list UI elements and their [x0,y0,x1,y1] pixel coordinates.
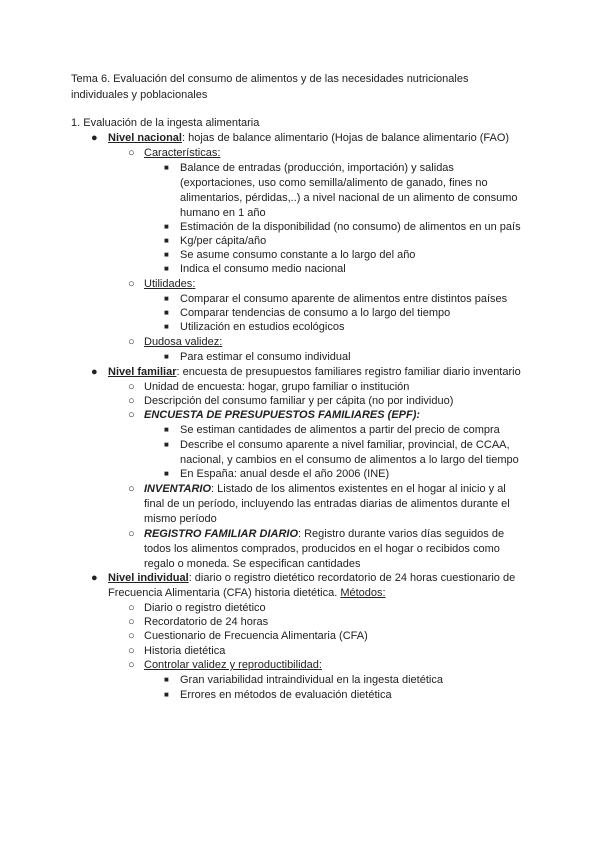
utilidades-label: Utilidades [144,278,193,290]
nivel-familiar-text: : encuesta de presupuestos familiares registro familiar diario inventario [176,366,521,378]
nivel-nacional-label: Nivel nacional [108,132,182,144]
list-item: Unidad de encuesta: hogar, grupo familiar o institución [144,381,410,393]
square-bullet: ■ [164,469,169,478]
metodos-label: Métodos [340,587,383,599]
circle-bullet: ○ [128,395,135,407]
square-bullet: ■ [164,690,169,699]
title-line-1: Tema 6. Evaluación del consumo de alimentos y de las necesidades nutricionales [71,73,469,85]
nivel-familiar-line [108,365,521,379]
square-bullet: ■ [164,322,169,331]
list-item: Se asume consumo constante a lo largo del año [180,249,416,261]
list-item: Balance de entradas (producción, importación) y salidas [180,162,454,174]
list-item: Comparar el consumo aparente de alimentos entre distintos países [180,293,508,305]
square-bullet: ■ [164,222,169,231]
epf-heading: ENCUESTA DE PRESUPUESTOS FAMILIARES (EPF): [144,409,421,421]
list-item: Descripción del consumo familiar y per cápita (no por individuo) [144,395,454,407]
nivel-individual-line [108,571,515,585]
square-bullet: ■ [164,308,169,317]
circle-bullet: ○ [128,381,135,393]
list-item: nacional, y cambios en el consumo de alimentos a lo largo del tiempo [180,454,519,466]
list-item: Describe el consumo aparente a nivel familiar, provincial, de CCAA, [180,439,510,451]
controlar-label: Controlar validez y reproductibilidad [144,659,319,671]
registro-line: regalo o moneda. Se especifican cantidades [144,558,361,570]
disc-bullet: ● [91,132,98,144]
square-bullet: ■ [164,264,169,273]
list-item: Recordatorio de 24 horas [144,616,269,628]
square-bullet: ■ [164,294,169,303]
circle-bullet: ○ [128,409,135,421]
dudosa-line: Dudosa validez: [144,336,223,348]
registro-label: REGISTRO FAMILIAR DIARIO [144,528,298,540]
caracteristicas-line: Características: [144,147,221,159]
list-item: Para estimar el consumo individual [180,351,351,363]
inventario-line: final de un período, incluyendo las entradas diarias de alimentos durante el [144,498,510,510]
circle-bullet: ○ [128,483,135,495]
nivel-individual-line-2: Frecuencia Alimentaria (CFA) historia dietética. Métodos: [108,587,386,599]
circle-bullet: ○ [128,528,135,540]
circle-bullet: ○ [128,278,135,290]
list-item: Kg/per cápita/año [180,235,267,247]
nivel-individual-label: Nivel individual [108,572,189,584]
list-item: Cuestionario de Frecuencia Alimentaria (CFA) [144,630,368,642]
inventario-line: mismo período [144,513,217,525]
circle-bullet: ○ [128,645,135,657]
caracteristicas-label: Características [144,147,218,159]
nivel-nacional-line [108,131,509,145]
list-item: humano en 1 año [180,207,266,219]
square-bullet: ■ [164,425,169,434]
square-bullet: ■ [164,236,169,245]
square-bullet: ■ [164,440,169,449]
registro-line: REGISTRO FAMILIAR DIARIO: Registro durante varios días seguidos de [144,528,505,540]
list-item: Estimación de la disponibilidad (no consumo) de alimentos en un país [180,221,521,233]
list-item: Diario o registro dietético [144,602,266,614]
utilidades-line: Utilidades: [144,278,196,290]
disc-bullet: ● [91,572,98,584]
list-item: Historia dietética [144,645,226,657]
list-item: Utilización en estudios ecológicos [180,321,345,333]
list-item: Gran variabilidad intraindividual en la ingesta dietética [180,674,443,686]
list-item: Indica el consumo medio nacional [180,263,346,275]
square-bullet: ■ [164,163,169,172]
list-item: (exportaciones, uso como semilla/alimento de ganado, fines no [180,177,488,189]
list-item: Comparar tendencias de consumo a lo largo del tiempo [180,307,451,319]
list-item: Errores en métodos de evaluación dietética [180,689,392,701]
inventario-label: INVENTARIO [144,483,212,495]
nivel-familiar-label: Nivel familiar [108,366,177,378]
disc-bullet: ● [91,366,98,378]
section-heading: 1. Evaluación de la ingesta alimentaria [71,117,260,129]
list-item: Se estiman cantidades de alimentos a partir del precio de compra [180,424,500,436]
nivel-nacional-text: : hojas de balance alimentario (Hojas de balance alimentario (FAO) [181,132,510,144]
circle-bullet: ○ [128,602,135,614]
controlar-line: Controlar validez y reproductibilidad: [144,659,322,671]
circle-bullet: ○ [128,630,135,642]
list-item: alimentarios, pérdidas,..) a nivel nacional de un alimento de consumo [180,192,518,204]
circle-bullet: ○ [128,336,135,348]
square-bullet: ■ [164,675,169,684]
dudosa-label: Dudosa validez [144,336,220,348]
square-bullet: ■ [164,250,169,259]
inventario-line: INVENTARIO: Listado de los alimentos existentes en el hogar al inicio y al [144,483,506,495]
circle-bullet: ○ [128,616,135,628]
circle-bullet: ○ [128,147,135,159]
registro-line: todos los alimentos comprados, producidos en el hogar o recibidos como [144,543,500,555]
title-line-2: individuales y poblacionales [71,89,208,101]
circle-bullet: ○ [128,659,135,671]
square-bullet: ■ [164,352,169,361]
list-item: En España: anual desde el año 2006 (INE) [180,468,390,480]
nivel-individual-text: : diario o registro dietético recordatorio de 24 horas cuestionario de [188,572,516,584]
